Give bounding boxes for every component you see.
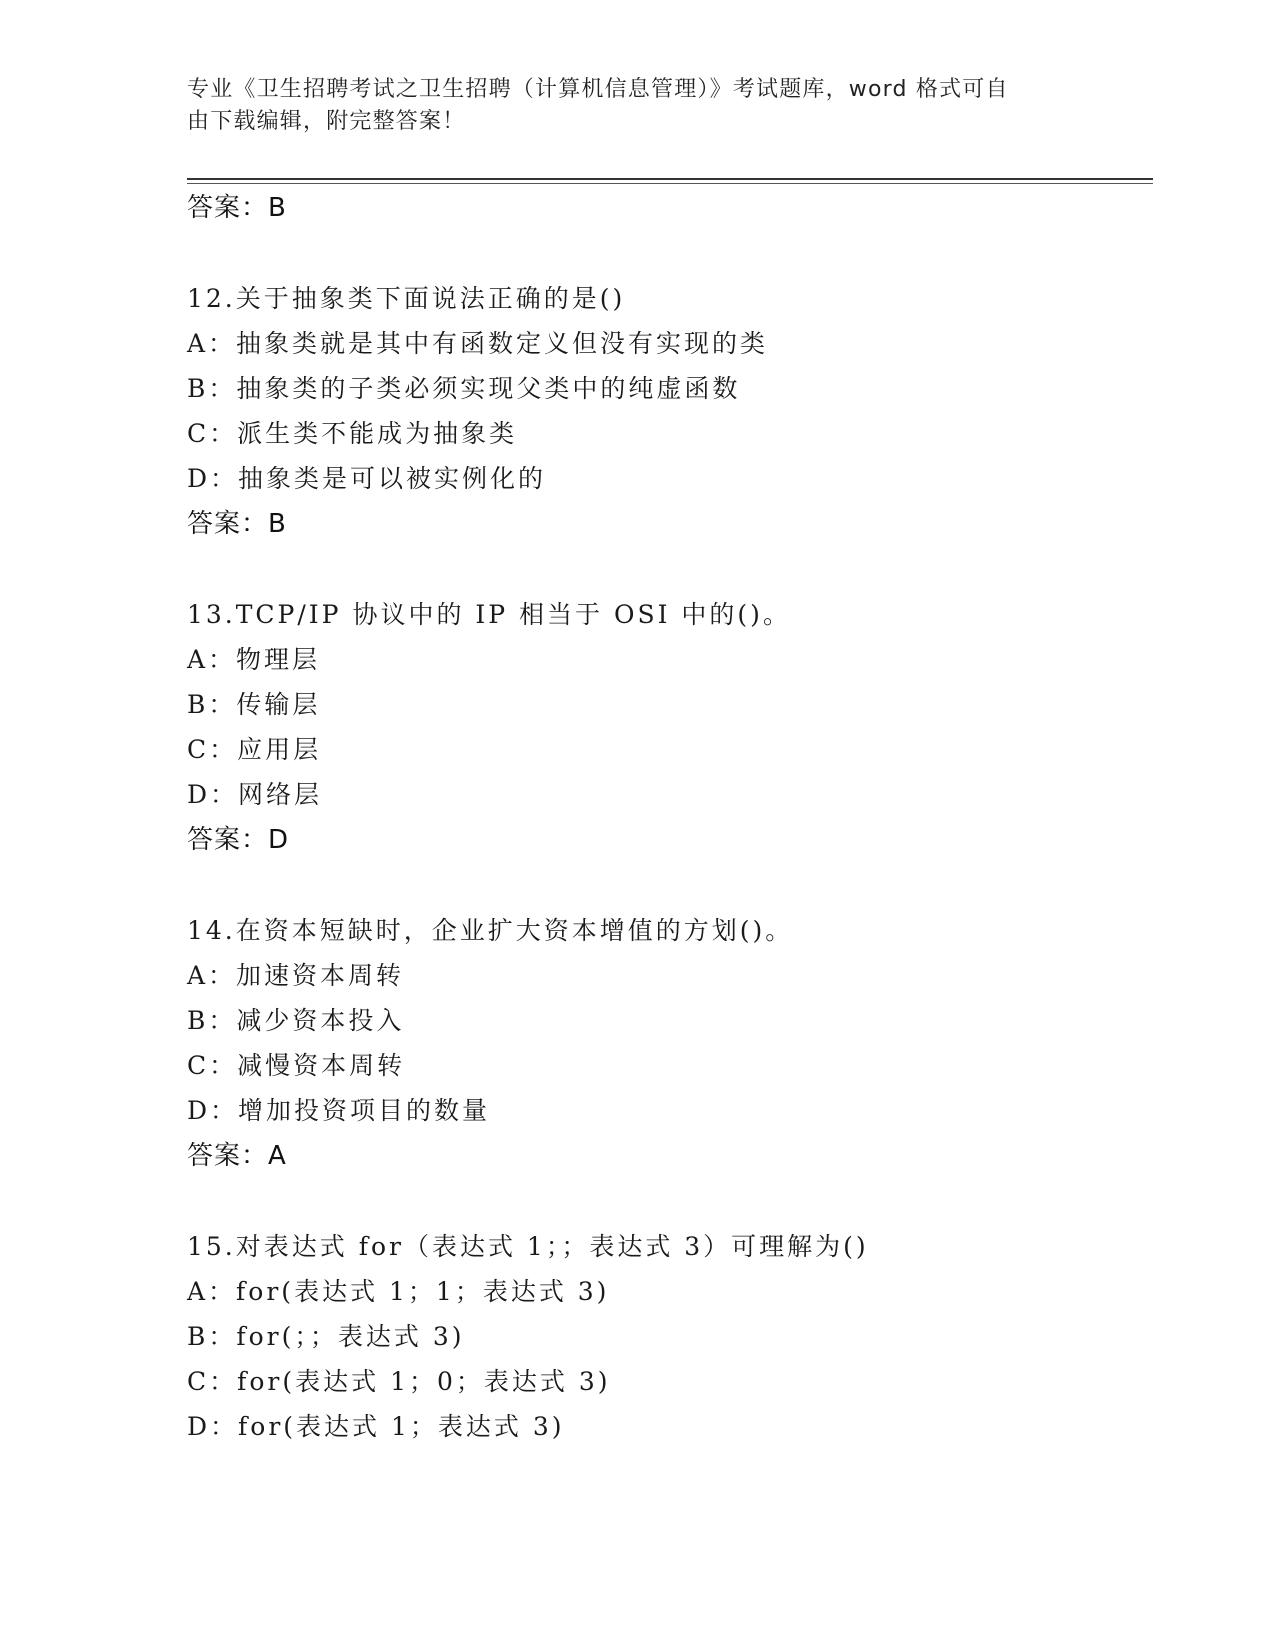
question-14-option-c: C：减慢资本周转: [187, 1051, 406, 1080]
question-13-stem: 13.TCP/IP 协议中的 IP 相当于 OSI 中的()。: [187, 600, 791, 629]
question-14-stem: 14.在资本短缺时，企业扩大资本增值的方划()。: [187, 916, 794, 945]
question-14-option-a: A：加速资本周转: [187, 961, 405, 990]
question-12-answer: 答案：B: [187, 509, 287, 539]
question-13-option-b: B：传输层: [187, 690, 321, 719]
question-13-option-a: A：物理层: [187, 645, 321, 674]
question-15-option-c: C：for(表达式 1；0；表达式 3): [187, 1367, 611, 1396]
question-13-option-d: D：网络层: [187, 780, 323, 809]
question-14-answer: 答案：A: [187, 1141, 287, 1171]
previous-answer: 答案：B: [187, 193, 287, 223]
question-15-option-a: A：for(表达式 1；1；表达式 3): [187, 1277, 610, 1306]
question-12-option-b: B：抽象类的子类必须实现父类中的纯虚函数: [187, 374, 741, 403]
question-15-option-b: B：for(；；表达式 3): [187, 1322, 465, 1351]
header-rule-thin: [187, 183, 1153, 184]
question-12-stem: 12.关于抽象类下面说法正确的是(): [187, 284, 626, 313]
question-12-option-c: C：派生类不能成为抽象类: [187, 419, 518, 448]
question-12-option-d: D：抽象类是可以被实例化的: [187, 464, 547, 493]
question-14-option-b: B：减少资本投入: [187, 1006, 405, 1035]
question-15-option-d: D：for(表达式 1；表达式 3): [187, 1412, 565, 1441]
question-14-option-d: D：增加投资项目的数量: [187, 1096, 491, 1125]
question-13-answer: 答案：D: [187, 825, 290, 855]
header-line-2: 由下载编辑，附完整答案！: [187, 109, 466, 134]
header-rule-thick: [187, 178, 1153, 180]
header-line-1: 专业《卫生招聘考试之卫生招聘（计算机信息管理）》考试题库，word 格式可自: [187, 77, 1009, 102]
question-13-option-c: C：应用层: [187, 735, 322, 764]
document-header: [187, 74, 1067, 138]
question-15-stem: 15.对表达式 for（表达式 1；；表达式 3）可理解为(): [187, 1232, 869, 1261]
question-12-option-a: A：抽象类就是其中有函数定义但没有实现的类: [187, 329, 769, 358]
